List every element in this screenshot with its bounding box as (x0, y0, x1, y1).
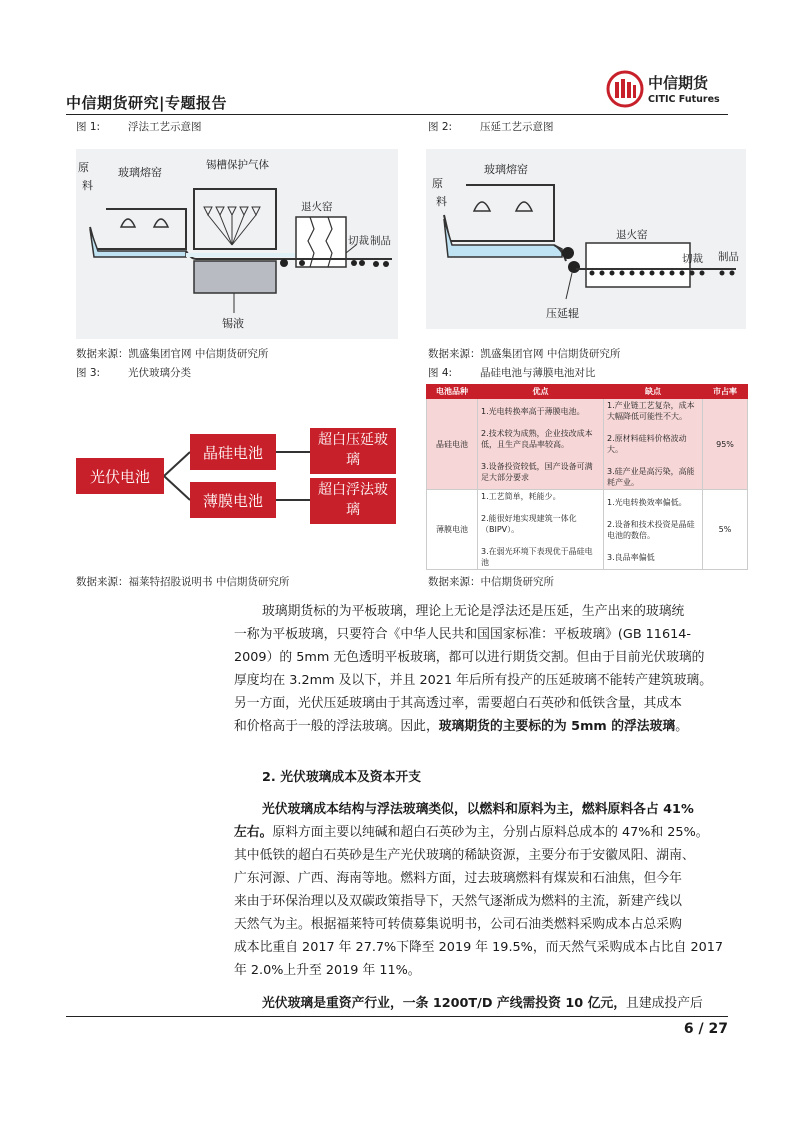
cell-comparison-table: 电池品种 优点 缺点 市占率 晶硅电池 1.光电转换率高于薄膜电池。 2.技术较为成熟，企业技改成本低，且生产良品率较高。 3.设备投资较低，国产设备可满足大部分要求 1.产业链工艺复杂，成本大幅降低可能性不大。 2.原材料硅料价格波动大。 3.硅产业是高污染，高能耗产业。 95% 薄膜电池 1.工艺简单，耗能少。 2.能很好地实现建筑一体化（BIPV）。 3.在弱光环境下表现优于晶硅电池 1.光电转换效率偏低。 2.设备和技术投资是晶硅电池的数倍。 3.良品率偏低 5% (426, 384, 748, 570)
fig2-label-furnace: 玻璃熔窑 (484, 163, 528, 176)
float-process-diagram (76, 149, 398, 339)
fig2-label-cut: 切裁 (682, 253, 703, 265)
paragraph-capex: 光伏玻璃是重资产行业，一条 1200T/D 产线需投资 10 亿元，且建成投产后 (262, 996, 703, 1011)
fig1-label-raw: 原 (78, 161, 89, 174)
fig1-label-furnace: 玻璃熔窑 (118, 166, 162, 179)
citic-logo-icon (606, 70, 644, 108)
pv-glass-classification (76, 420, 398, 530)
node-thin-film-cell: 薄膜电池 (190, 482, 276, 518)
node-float-glass: 超白浮法玻 璃 (310, 478, 396, 524)
node-crystalline-cell: 晶硅电池 (190, 434, 276, 470)
fig1-source: 数据来源：凯盛集团官网 中信期货研究所 (76, 348, 269, 360)
fig4-caption: 图 4: 晶硅电池与薄膜电池对比 (428, 367, 596, 379)
fig1-label-anneal: 退火窑 (301, 201, 333, 213)
citic-futures-logo (606, 70, 730, 110)
table-row: 晶硅电池 1.光电转换率高于薄膜电池。 2.技术较为成熟，企业技改成本低，且生产良品率较高。 3.设备投资较低，国产设备可满足大部分要求 1.产业链工艺复杂，成本大幅降低可能性不大。 2.原材料硅料价格波动大。 3.硅产业是高污染，高能耗产业。 95% (427, 399, 748, 490)
logo-text-cn: 中信期货 (648, 74, 709, 92)
fig2-label-product: 制品 (718, 251, 739, 263)
fig2-caption: 图 2: 压延工艺示意图 (428, 121, 554, 133)
node-pv-cell: 光伏电池 (76, 458, 164, 494)
section-heading: 2. 光伏玻璃成本及资本开支 (262, 770, 421, 785)
fig2-label-roller: 压延辊 (546, 307, 579, 320)
node-rolled-glass: 超白压延玻 璃 (310, 428, 396, 474)
fig2-source: 数据来源：凯盛集团官网 中信期货研究所 (428, 348, 621, 360)
fig3-caption: 图 3: 光伏玻璃分类 (76, 367, 191, 379)
fig1-label-product: 制品 (370, 235, 391, 247)
fig4-source: 数据来源：中信期货研究所 (428, 576, 554, 588)
fig1-label-raw2: 料 (82, 179, 93, 192)
page-number: 6 / 27 (683, 1021, 728, 1037)
fig1-label-tin: 锡液 (222, 317, 244, 330)
report-header-title: 中信期货研究|专题报告 (66, 94, 227, 112)
fig1-caption: 图 1: 浮法工艺示意图 (76, 121, 202, 133)
fig2-label-raw: 原 (432, 177, 443, 190)
table-row: 薄膜电池 1.工艺简单，耗能少。 2.能很好地实现建筑一体化（BIPV）。 3.在弱光环境下表现优于晶硅电池 1.光电转换效率偏低。 2.设备和技术投资是晶硅电池的数倍。 3.良品率偏低 5% (427, 490, 748, 570)
fig1-label-cut: 切裁 (348, 235, 369, 247)
header-divider (66, 114, 728, 115)
fig2-label-anneal: 退火窑 (616, 229, 648, 241)
fig3-source: 数据来源：福莱特招股说明书 中信期货研究所 (76, 576, 290, 588)
footer-divider (66, 1016, 728, 1017)
logo-text-en: CITIC Futures (648, 94, 720, 105)
fig1-label-tin-gas: 锡槽保护气体 (206, 159, 269, 171)
fig2-label-raw2: 料 (436, 195, 447, 208)
rolling-process-diagram (426, 149, 746, 329)
